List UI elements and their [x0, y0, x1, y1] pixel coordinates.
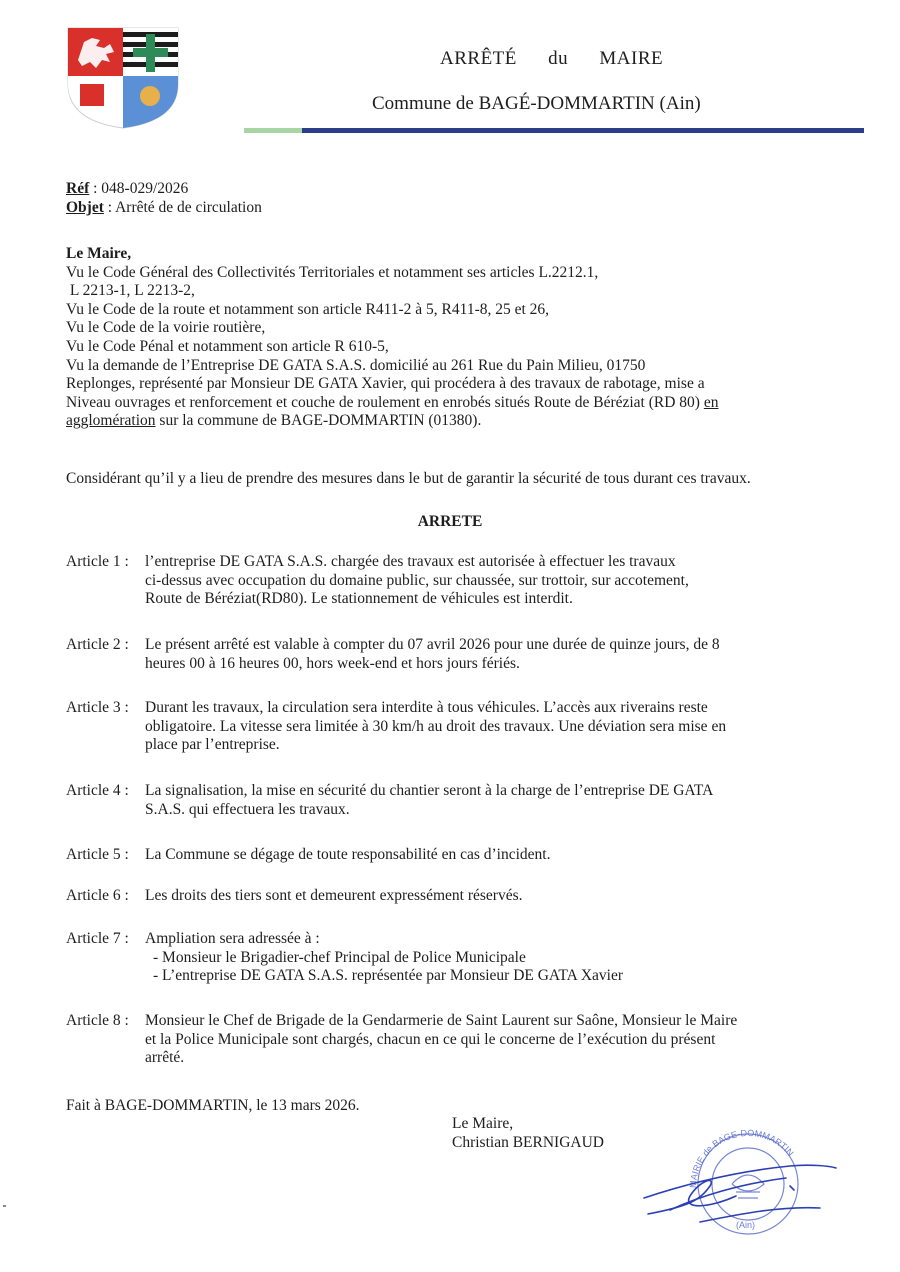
objet-value: : Arrêté de de circulation [103, 198, 262, 216]
preamble-line: Vu le Code Pénal et notamment son article R 610-5, [66, 337, 389, 355]
document-title [440, 48, 689, 70]
article-line: arrêté. [145, 1049, 185, 1067]
signature-name: Christian BERNIGAUD [452, 1133, 604, 1151]
preamble-underlined-en: en [703, 393, 719, 411]
preamble-line: Vu le Code de la route et notamment son article R411-2 à 5, R411-8, 25 et 26, [66, 300, 550, 318]
title-du: du [548, 48, 569, 69]
title-arrete: ARRÊTÉ [440, 48, 517, 69]
ref-label: Réf [66, 180, 90, 197]
ref-value: : 048-029/2026 [89, 180, 189, 197]
preamble-underlined-agglomeration: agglomération [66, 412, 156, 430]
article-line: La Commune se dégage de toute responsabilité en cas d’incident. [145, 846, 551, 863]
objet-label: Objet [66, 198, 104, 216]
article-line: Ampliation sera adressée à : [145, 930, 320, 947]
article-3 [66, 699, 846, 755]
article-1 [66, 553, 846, 609]
considerant-paragraph: Considérant qu’il y a lieu de prendre des mesures dans le but de garantir la sécurité de tous durant ces travaux. [66, 470, 751, 487]
article-line: Les droits des tiers sont et demeurent expressément réservés. [145, 887, 523, 904]
article-5 [66, 846, 846, 865]
article-label: Article 2 : [66, 636, 129, 653]
article-line: l’entreprise DE GATA S.A.S. chargée des travaux est autorisée à effectuer les travaux [145, 553, 676, 570]
article-label: Article 1 : [66, 553, 129, 570]
mairie-stamp-and-signature [640, 1126, 840, 1236]
article-6 [66, 887, 846, 906]
signature-role: Le Maire, [452, 1115, 514, 1132]
article-line: et la Police Municipale sont chargés, chacun en ce qui le concerne de l’exécution du présent [145, 1030, 716, 1048]
article-label: Article 4 : [66, 782, 129, 799]
title-maire: MAIRE [599, 48, 664, 69]
preamble-line: L 2213-1, L 2213-2, [66, 282, 195, 300]
preamble-line: Vu la demande de l’Entreprise DE GATA S.A.S. domicilié au 261 Rue du Pain Milieu, 01750 [66, 356, 646, 374]
fait-a-line: Fait à BAGE-DOMMARTIN, le 13 mars 2026. [66, 1097, 360, 1114]
list-item: - Monsieur le Brigadier-chef Principal de Police Municipale [153, 948, 526, 966]
article-label: Article 3 : [66, 699, 129, 716]
article-line: S.A.S. qui effectuera les travaux. [145, 800, 350, 818]
commune-crest-logo [66, 26, 180, 130]
preamble-heading: Le Maire, [66, 245, 132, 262]
article-line: La signalisation, la mise en sécurité du chantier seront à la charge de l’entreprise DE GATA [145, 782, 714, 799]
scan-speck [3, 1205, 6, 1207]
header-rule [244, 128, 864, 133]
article-7 [66, 930, 846, 986]
article-4 [66, 782, 846, 819]
preamble-line: Replonges, représenté par Monsieur DE GATA Xavier, qui procédera à des travaux de rabotage, mise a [66, 375, 705, 393]
preamble-line: Vu le Code Général des Collectivités Territoriales et notamment ses articles L.2212.1, [66, 263, 599, 281]
stamp-dept: (Ain) [736, 1220, 756, 1230]
article-label: Article 8 : [66, 1012, 129, 1029]
preamble [66, 245, 846, 431]
arrete-heading: ARRETE [417, 513, 483, 530]
preamble-line: Vu le Code de la voirie routière, [66, 319, 266, 337]
article-label: Article 5 : [66, 846, 129, 863]
signature-block [452, 1115, 604, 1152]
document-subtitle: Commune de BAGÉ-DOMMARTIN (Ain) [372, 93, 701, 114]
article-line: place par l’entreprise. [145, 736, 280, 754]
article-8 [66, 1012, 846, 1068]
reference-block [66, 180, 262, 217]
article-line: ci-dessus avec occupation du domaine public, sur chaussée, sur trottoir, sur accotement, [145, 571, 689, 589]
article-label: Article 6 : [66, 887, 129, 904]
article-line: Le présent arrêté est valable à compter du 07 avril 2026 pour une durée de quinze jours, de 8 [145, 636, 720, 653]
article-line: Durant les travaux, la circulation sera interdite à tous véhicules. L’accès aux riverains reste [145, 699, 708, 716]
article-line: heures 00 à 16 heures 00, hors week-end et hors jours fériés. [145, 654, 520, 672]
stamp-text: MAIRIE de BAGE-DOMMARTIN [687, 1127, 796, 1189]
preamble-tail: sur la commune de BAGE-DOMMARTIN (01380). [155, 412, 482, 430]
article-line: obligatoire. La vitesse sera limitée à 30 km/h au droit des travaux. Une déviation sera mise en [145, 717, 727, 735]
article-line: Monsieur le Chef de Brigade de la Gendarmerie de Saint Laurent sur Saône, Monsieur le Maire [145, 1012, 738, 1029]
list-item: - L’entreprise DE GATA S.A.S. représentée par Monsieur DE GATA Xavier [153, 967, 624, 985]
article-label: Article 7 : [66, 930, 129, 947]
article-2 [66, 636, 846, 673]
article-line: Route de Béréziat(RD80). Le stationnement de véhicules est interdit. [145, 590, 573, 608]
preamble-line: Niveau ouvrages et renforcement et couche de roulement en enrobés situés Route de Béréziat (RD 80) [66, 393, 704, 411]
